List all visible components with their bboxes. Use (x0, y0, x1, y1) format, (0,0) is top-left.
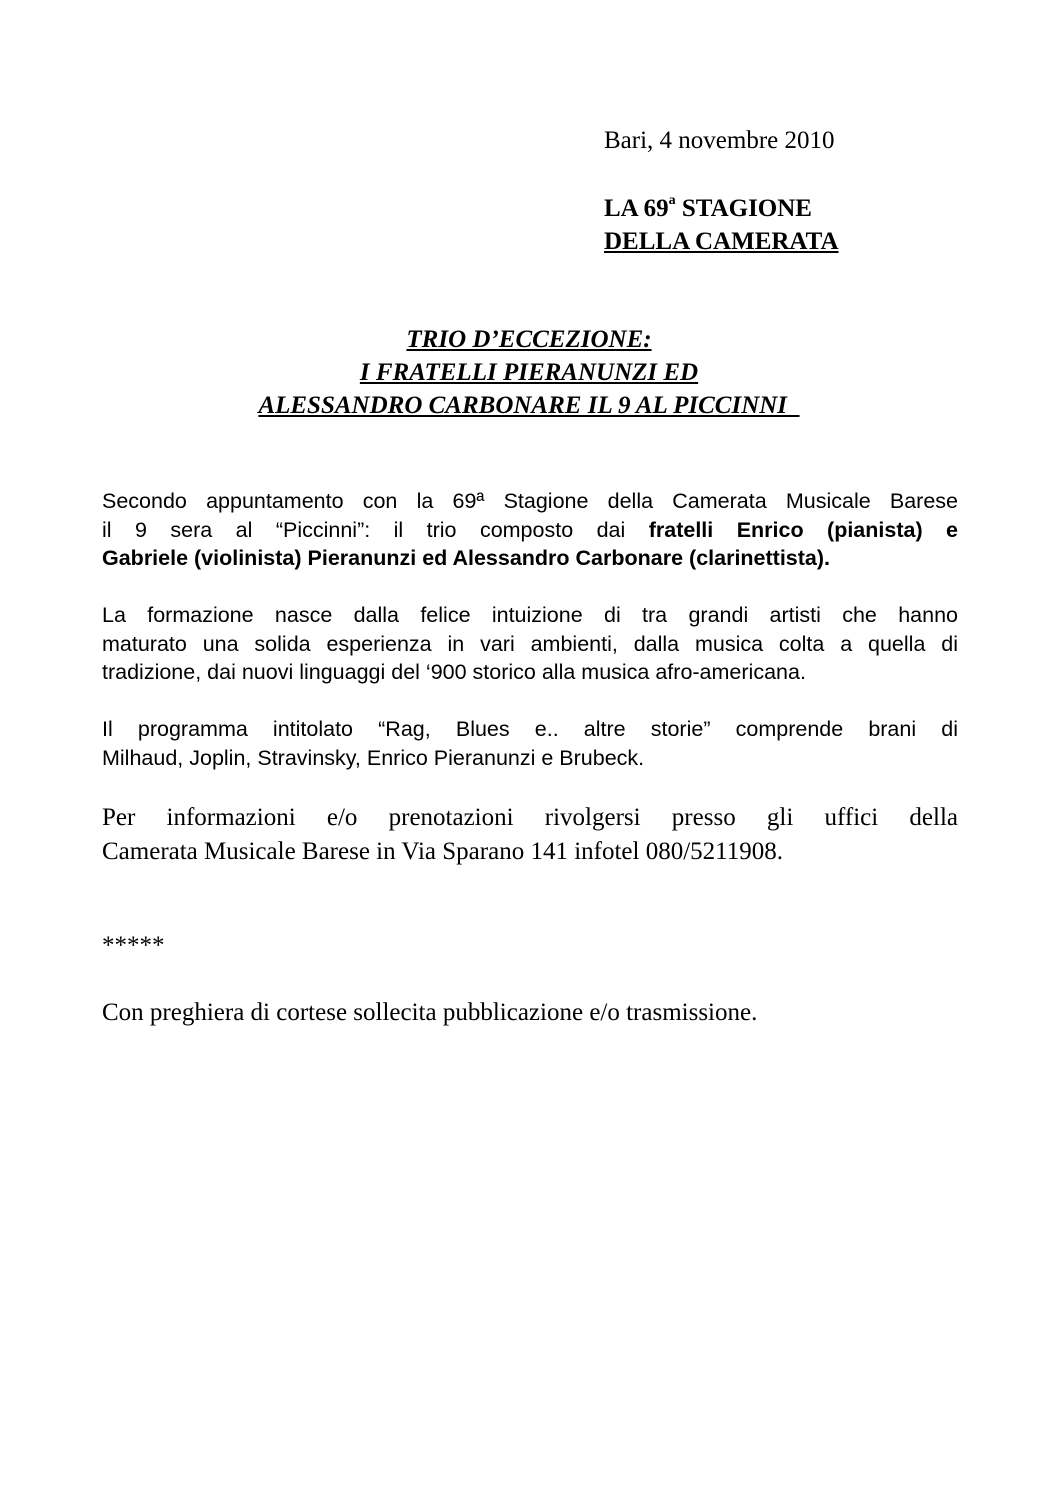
paragraph4-line1: Per informazioni e/o prenotazioni rivolgersi presso gli uffici della (102, 804, 958, 831)
season-header-line2: DELLA CAMERATA (604, 228, 839, 255)
paragraph-concert-announcement (102, 487, 958, 573)
paragraph-programme (102, 715, 958, 772)
title-line-3: ALESSANDRO CARBONARE IL 9 AL PICCINNI (258, 392, 800, 419)
paragraph-ensemble-description (102, 601, 958, 687)
title-line-1: TRIO D’ECCEZIONE: (406, 326, 652, 353)
separator-stars: ***** (102, 932, 165, 959)
paragraph1-line2-bold: fratelli Enrico (pianista) e (648, 517, 958, 542)
paragraph3-line1: Il programma intitolato “Rag, Blues e.. altre storie” comprende brani di (102, 717, 958, 741)
paragraph1-line3 (102, 544, 958, 573)
paragraph1-line1: Secondo appuntamento con la 69ª Stagione della Camerata Musicale Barese (102, 489, 958, 513)
paragraph2-line2: maturato una solida esperienza in vari ambienti, dalla musica colta a quella di (102, 631, 958, 656)
paragraph2-line1: La formazione nasce dalla felice intuizione di tra grandi artisti che hanno (102, 603, 958, 627)
paragraph2-line3: tradizione, dai nuovi linguaggi del ‘900 storico alla musica afro-americana. (102, 660, 806, 684)
season-header-line1 (604, 192, 839, 225)
season-header-ordinal: a (668, 193, 676, 208)
paragraph1-line2-plain: il 9 sera al “Piccinni”: il trio composto dai (102, 517, 649, 542)
paragraph1-line2 (102, 516, 958, 545)
title-line-2: I FRATELLI PIERANUNZI ED (359, 359, 699, 386)
paragraph3-line2: Milhaud, Joplin, Stravinsky, Enrico Pieranunzi e Brubeck. (102, 745, 645, 770)
season-header-suffix: STAGIONE (675, 195, 812, 222)
document-date: Bari, 4 novembre 2010 (604, 127, 835, 154)
closing-request: Con preghiera di cortese sollecita pubblicazione e/o trasmissione. (102, 999, 758, 1026)
paragraph4-line2: Camerata Musicale Barese in Via Sparano 141 infotel 080/5211908. (102, 838, 783, 865)
paragraph1-line3-bold: Gabriele (violinista) Pieranunzi ed Alessandro Carbonare (clarinettista). (102, 546, 831, 570)
season-header-prefix: LA 69 (604, 195, 669, 222)
document-title (100, 323, 958, 422)
season-header (604, 192, 839, 258)
paragraph-contact-info (102, 801, 958, 869)
